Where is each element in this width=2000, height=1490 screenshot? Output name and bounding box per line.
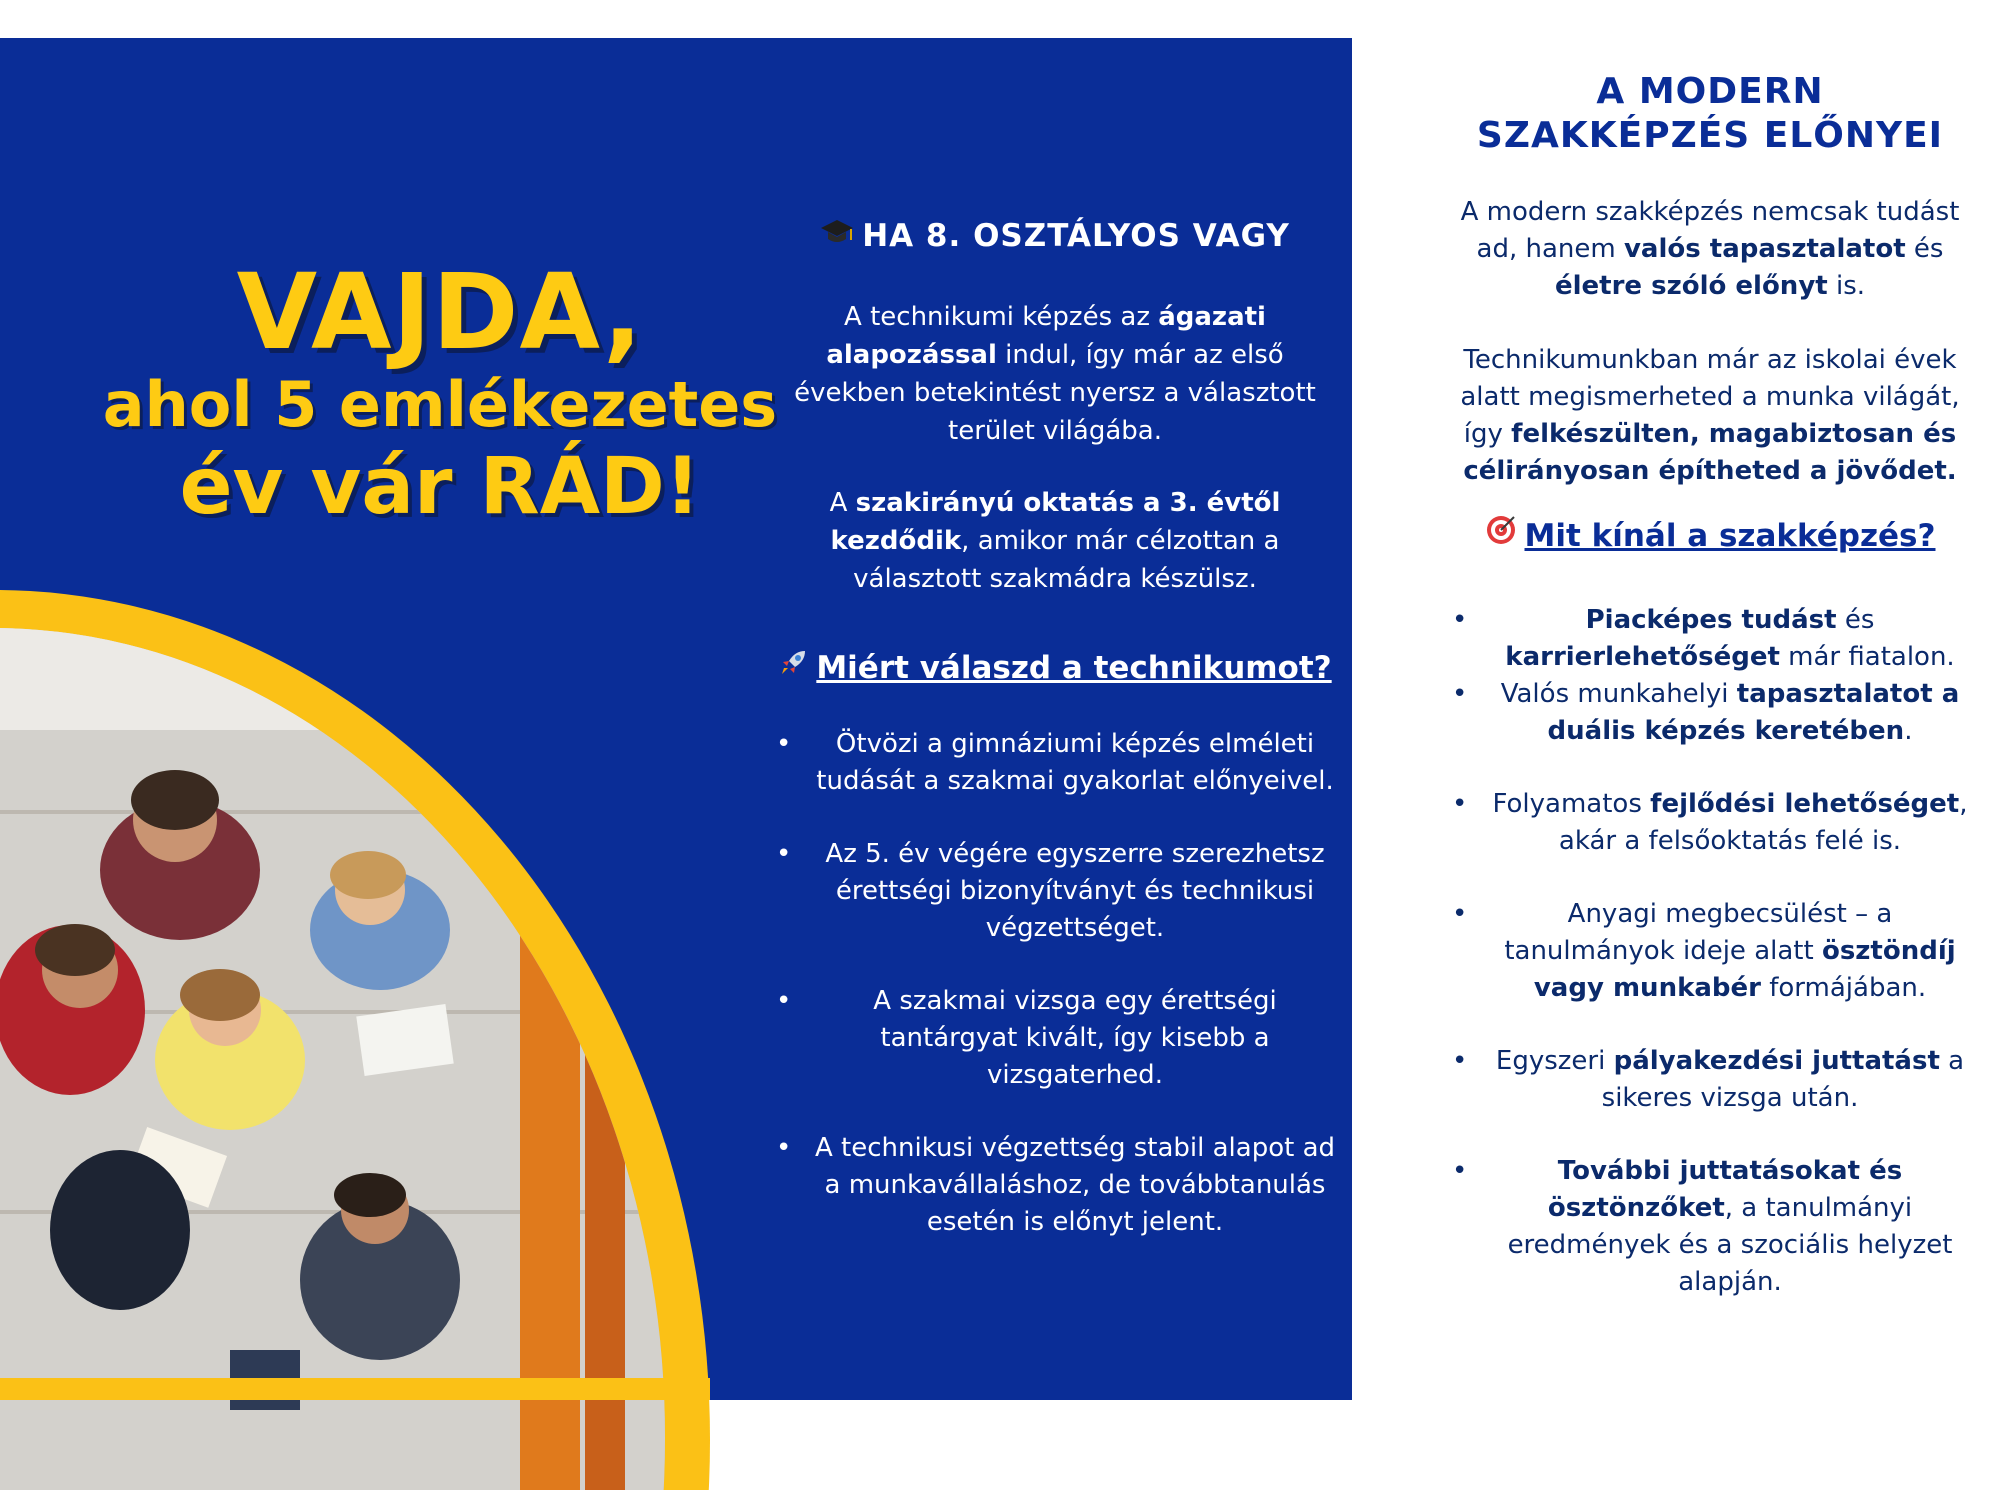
right-subheading xyxy=(1450,514,1970,554)
middle-bullet-list xyxy=(770,726,1340,1241)
target-icon xyxy=(1485,514,1517,554)
right-paragraph-1: A modern szakképzés nemcsak tudást ad, hanem valós tapasztalatot és életre szóló előnyt is. xyxy=(1460,197,1960,301)
headline-line-1: VAJDA, xyxy=(236,251,644,373)
headline-line-2: ahol 5 emlékezetes xyxy=(102,368,778,442)
middle-paragraph-1: A technikumi képzés az ágazati alapozással indul, így már az első években betekintést nyersz a választott terület világába. xyxy=(794,302,1316,446)
headline xyxy=(60,251,820,533)
list-item: • Folyamatos fejlődési lehetőséget, akár a felsőoktatás felé is. xyxy=(1450,786,1970,860)
list-item: • További juttatásokat és ösztönzőket, a tanulmányi eredmények és a szociális helyzet alapján. xyxy=(1450,1153,1970,1301)
students-illustration xyxy=(0,628,665,1490)
middle-paragraph-2: A szakirányú oktatás a 3. évtől kezdődik, amikor már célzottan a választott szakmádra készülsz. xyxy=(829,488,1281,594)
yellow-bottom-band xyxy=(0,1378,710,1400)
list-item: • Az 5. év végére egyszerre szerezhetsz érettségi bizonyítványt és technikusi végzettséget. xyxy=(770,836,1340,947)
middle-subheading xyxy=(770,648,1340,686)
list-item: • Ötvözi a gimnáziumi képzés elméleti tudását a szakmai gyakorlat előnyeivel. xyxy=(770,726,1340,800)
students-photo xyxy=(0,628,665,1490)
right-subheading-text: Mit kínál a szakképzés? xyxy=(1524,518,1936,554)
right-column xyxy=(1450,70,1970,1337)
list-item: • Piacképes tudást és karrierlehetőséget már fiatalon. xyxy=(1450,602,1970,676)
headline-line-3: év vár RÁD! xyxy=(179,441,701,532)
middle-title-text: HA 8. OSZTÁLYOS VAGY xyxy=(862,218,1290,254)
list-item: • Egyszeri pályakezdési juttatást a sikeres vizsga után. xyxy=(1450,1043,1970,1117)
students-photo-area xyxy=(0,590,712,1490)
right-bullet-list xyxy=(1450,602,1970,1301)
list-item: • A szakmai vizsga egy érettségi tantárgyat kivált, így kisebb a vizsgaterhed. xyxy=(770,983,1340,1094)
list-item: • Anyagi megbecsülést – a tanulmányok ideje alatt ösztöndíj vagy munkabér formájában. xyxy=(1450,896,1970,1007)
rocket-icon xyxy=(778,648,808,686)
right-title: A MODERN SZAKKÉPZÉS ELŐNYEI xyxy=(1476,71,1944,156)
graduation-cap-icon xyxy=(820,218,854,254)
right-paragraph-2: Technikumunkban már az iskolai évek alatt megismerheted a munka világát, így felkészülten, magabiztosan és célirányosan építheted a jövődet. xyxy=(1460,345,1960,486)
middle-title xyxy=(770,218,1340,254)
middle-subheading-text: Miért válaszd a technikumot? xyxy=(816,650,1332,686)
list-item: • Valós munkahelyi tapasztalatot a duális képzés keretében. xyxy=(1450,676,1970,750)
middle-column xyxy=(770,218,1340,1277)
list-item: • A technikusi végzettség stabil alapot ad a munkavállaláshoz, de továbbtanulás esetén is előnyt jelent. xyxy=(770,1130,1340,1241)
